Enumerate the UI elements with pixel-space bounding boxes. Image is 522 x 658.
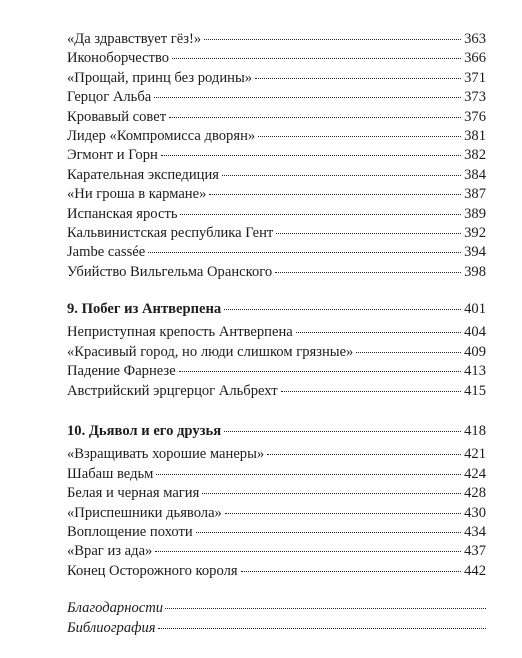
toc-entry-title: Кровавый совет [67, 108, 167, 125]
page-number: 394 [464, 244, 486, 261]
toc-entry-title: Библиография [67, 619, 156, 636]
toc-entry[interactable] [67, 323, 486, 342]
toc-entry-title: «Враг из ада» [67, 543, 153, 560]
dot-leader [255, 78, 461, 79]
dot-leader [222, 175, 461, 176]
page-number: 392 [464, 224, 486, 241]
toc-entry-title: Падение Фарнезе [67, 363, 176, 380]
toc-entry-title: Герцог Альба [67, 89, 152, 106]
toc-entry-title: Белая и черная магия [67, 485, 200, 502]
dot-leader [209, 194, 461, 195]
dot-leader [267, 454, 461, 455]
toc-entry-title: Jambe cassée [67, 244, 146, 261]
toc-entry[interactable] [67, 49, 486, 68]
page-number: 421 [464, 446, 486, 463]
page-number: 366 [464, 50, 486, 67]
dot-leader [224, 309, 461, 310]
dot-leader [204, 39, 461, 40]
dot-leader [356, 352, 461, 353]
page-number: 381 [464, 127, 486, 144]
chapter-10-heading[interactable] [67, 422, 486, 441]
page-number: 384 [464, 166, 486, 183]
page-number: 398 [464, 263, 486, 280]
page-number: 428 [464, 485, 486, 502]
dot-leader [281, 391, 462, 392]
dot-leader [258, 136, 461, 137]
toc-entry-title: «Приспешники дьявола» [67, 504, 222, 521]
dot-leader [276, 233, 461, 234]
toc-entry[interactable] [67, 185, 486, 204]
toc-entry-title: «Красивый город, но люди слишком грязные» [67, 343, 354, 360]
toc-entry-title: Кальвинистская республика Гент [67, 224, 274, 241]
toc-entry[interactable] [67, 127, 486, 146]
page-number: 401 [464, 301, 486, 318]
toc-entry[interactable] [67, 599, 486, 618]
toc-entry[interactable] [67, 108, 486, 127]
table-of-contents [67, 30, 486, 638]
dot-leader [180, 214, 461, 215]
toc-entry[interactable] [67, 205, 486, 224]
toc-entry-title: «Прощай, принц без родины» [67, 69, 253, 86]
toc-entry[interactable] [67, 523, 486, 542]
dot-leader [224, 431, 461, 432]
dot-leader [296, 332, 461, 333]
toc-entry[interactable] [67, 343, 486, 362]
toc-entry[interactable] [67, 224, 486, 243]
toc-entry[interactable] [67, 382, 486, 401]
dot-leader [165, 608, 486, 609]
page-number: 389 [464, 205, 486, 222]
toc-entry-title: Лидер «Компромисса дворян» [67, 127, 256, 144]
dot-leader [225, 513, 461, 514]
toc-entry-title: Воплощение похоти [67, 523, 193, 540]
toc-entry[interactable] [67, 542, 486, 561]
page-number: 382 [464, 147, 486, 164]
toc-entry-title: Карательная экспедиция [67, 166, 219, 183]
toc-back-matter [67, 599, 486, 638]
page-number: 437 [464, 543, 486, 560]
dot-leader [148, 252, 461, 253]
dot-leader [275, 272, 461, 273]
toc-entry[interactable] [67, 146, 486, 165]
page-number: 363 [464, 31, 486, 47]
toc-entry[interactable] [67, 504, 486, 523]
toc-section-9-entries [67, 323, 486, 401]
toc-entry-title: Эгмонт и Горн [67, 147, 158, 164]
page-number: 373 [464, 89, 486, 106]
page-number: 404 [464, 324, 486, 341]
chapter-title: 9. Побег из Антверпена [67, 301, 222, 318]
page-number: 409 [464, 343, 486, 360]
page-number: 434 [464, 523, 486, 540]
toc-entry[interactable] [67, 619, 486, 638]
dot-leader [241, 571, 462, 572]
dot-leader [156, 474, 461, 475]
toc-entry[interactable] [67, 263, 486, 282]
toc-entry[interactable] [67, 465, 486, 484]
toc-section-8-entries [67, 30, 486, 282]
page-number: 387 [464, 186, 486, 203]
toc-entry[interactable] [67, 88, 486, 107]
page-number: 371 [464, 69, 486, 86]
toc-entry-title: «Взращивать хорошие манеры» [67, 446, 265, 463]
page-number: 418 [464, 423, 486, 440]
toc-entry[interactable] [67, 166, 486, 185]
page-number: 424 [464, 465, 486, 482]
dot-leader [179, 371, 461, 372]
toc-entry[interactable] [67, 30, 486, 49]
page-number: 430 [464, 504, 486, 521]
toc-entry-title: Неприступная крепость Антверпена [67, 324, 293, 341]
dot-leader [155, 551, 461, 552]
dot-leader [154, 97, 461, 98]
toc-entry-title: Благодарности [67, 600, 164, 617]
toc-entry-title: Конец Осторожного короля [67, 562, 238, 579]
dot-leader [158, 628, 486, 629]
toc-entry-title: Австрийский эрцгерцог Альбрехт [67, 382, 278, 399]
dot-leader [196, 532, 461, 533]
toc-entry-title: Иконоборчество [67, 50, 170, 67]
chapter-9-heading[interactable] [67, 300, 486, 319]
dot-leader [172, 58, 461, 59]
dot-leader [202, 493, 461, 494]
toc-entry[interactable] [67, 362, 486, 381]
toc-entry-title: Испанская ярость [67, 205, 178, 222]
toc-entry-title: «Ни гроша в кармане» [67, 186, 207, 203]
dot-leader [169, 117, 461, 118]
chapter-title: 10. Дьявол и его друзья [67, 423, 222, 440]
page-number: 376 [464, 108, 486, 125]
toc-entry[interactable] [67, 562, 486, 581]
page-number: 442 [464, 562, 486, 579]
toc-entry[interactable] [67, 243, 486, 262]
page-number: 413 [464, 363, 486, 380]
dot-leader [161, 155, 461, 156]
toc-entry-title: Убийство Вильгельма Оранского [67, 263, 273, 280]
toc-entry-title: «Да здравствует гёз!» [67, 31, 202, 47]
toc-entry[interactable] [67, 484, 486, 503]
toc-section-10-entries [67, 445, 486, 581]
page-number: 415 [464, 382, 486, 399]
toc-entry[interactable] [67, 445, 486, 464]
toc-entry-title: Шабаш ведьм [67, 465, 154, 482]
toc-entry[interactable] [67, 69, 486, 88]
